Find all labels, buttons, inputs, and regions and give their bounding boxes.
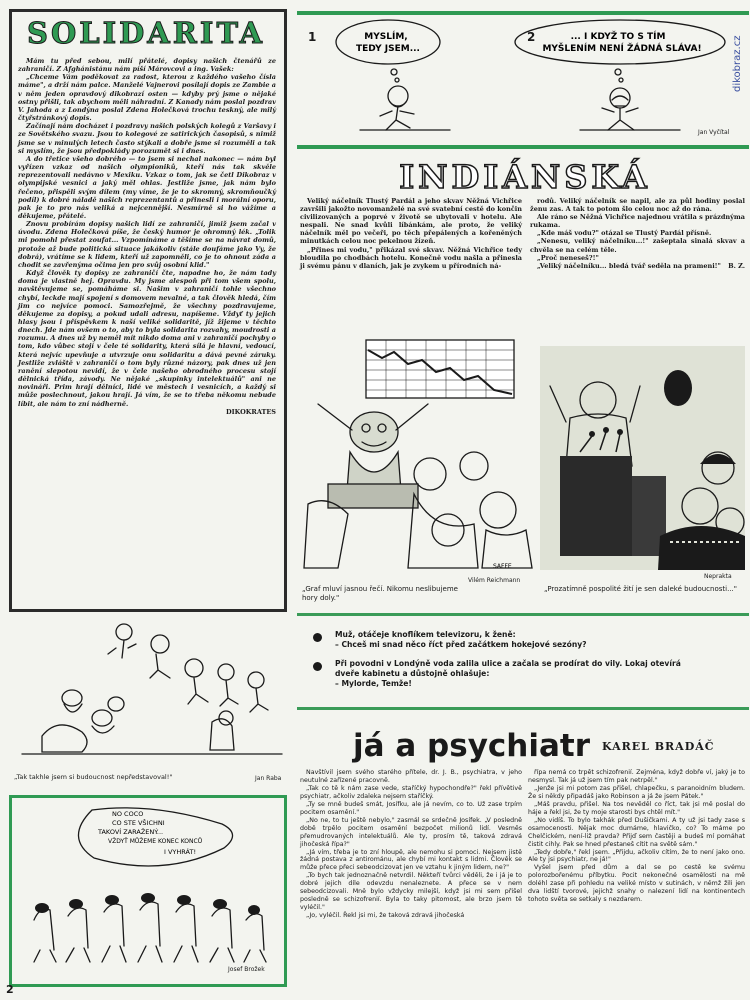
indianska-paragraph: „Přines mi vodu," přikázal své skvav. Něžná Vichřice tedy bloudila po chodbách hotelu. Konečně vodu našla a přinesla ji svému pánu v dlaních, jak je zvykem u přírodních ná- [300, 245, 522, 270]
psychiatr-col-1 [300, 769, 522, 920]
cartoon-bottom-artist: Josef Brožek [228, 966, 265, 973]
bubble-1-line-1: MYSLÍM, [364, 32, 408, 42]
bullet-dot [313, 662, 322, 671]
solidarita-paragraph: „Chceme Vám poděkovat za radost, kterou z každého vašeho čísla máme", a drží nám palce. Manželé Vajnerovi posílají dopis ze Zambie a v něm jeden opravdový dikobrazí osten — kdyby prý jsme o nějaké ostny přišli, tak abychom měli náhradní. Z Kanady nám poslal pozdrav V. Jahoda a z Londýna poslal Zdena Holečková trochu teskný, ale milý čtyřstránkový dopis. [18, 73, 276, 123]
psychiatr-paragraph: Navštívil jsem svého starého přítele, dr. J. B., psychiatra, v jeho neutulné zařízené pracovně. [300, 769, 522, 784]
indianska-paragraph: rodů. Veliký náčelník se napil, ale za půl hodiny poslal ženu zas. A tak to potom šlo celou noc až do rána. [530, 197, 745, 214]
indianska-paragraph: „Nenesu, veliký náčelníku...!" zašeptala sinalá skvav a chvěla se na celém těle. [530, 237, 745, 254]
bubble-bottom-line-3: TAKOVÍ ZARAŽENÝ... [98, 828, 164, 836]
psychiatr-paragraph: řípa nemá co trpět schizofrenií. Zejména, když dobře ví, jaký je to nesmysl. Tak já už jsem tím pak netrpěl." [528, 769, 745, 784]
cartoon-podium-drawing [540, 346, 745, 570]
cartoon-chart-drawing [298, 334, 538, 572]
comic-panel-2-number: 2 [527, 30, 536, 44]
indianska-paragraph: „Kde máš vodu?" otázal se Tlustý Pardál přísně. [537, 229, 712, 238]
comic-top-drawing [300, 16, 745, 138]
solidarita-paragraph: A do třetice všeho dobrého — to jsem si nechal nakonec — nám byl vyřízen vzkaz od našich olympioniků, kteří nás tak skvěle reprezentovali nedávno v Mexiku. Vzkaz o tom, jak se četl Dikobraz v olympijské vesnici a jaký měl ohlas. Jestliže jsme, jak nám bylo řečeno, přispěli svým dílem (my víme, že je to skromný, skromňoučký podíl) k dobré náladě našich reprezentantů a přinesli i morální oporu, pak je to pro nás veliká a nejcennější. Nesmírně si ho vážíme a děkujeme, přátelé. [18, 154, 276, 220]
svg-text:SAFFE: SAFFE [493, 563, 512, 570]
psychiatr-paragraph: „To bych tak jednoznačně netvrdil. Někteří tvůrci věděli, že i já je to dobré jejich díle odevzdu nenaleznete. A přece se v nem sebeodcizovali. Mně bylo vždycky milejší, když jsi mi sem přišel posledně se schizofrenií. Byla to taky pitomost, ale brzo jsem tě vyléčil." [300, 872, 522, 912]
bullet-dot [313, 633, 322, 642]
psychiatr-author: KAREL BRADÁČ [602, 740, 715, 753]
solidarita-article [18, 57, 276, 416]
bullet-line: dveře kabinetu a důstojně ohlašuje: [335, 669, 490, 678]
bullet-line: – Mylorde, Temže! [335, 679, 412, 688]
solidarita-paragraph: Znovu probírám dopisy našich lidí ze zahraničí, jimiž jsem začal v úvodu. Zdena Holečková píše, že český humor je ohromný lék. „Tolik mi pomohl přestat zoufat... Vzpomínáme a těšíme se na návrat domů, protože až bude politická situace jakákoliv (stále doufáme jako Vy, že dobrá), vrátíme se k lidem, kteří už zapomněli, co je to ohnout záda a chodit se zavřenýma očima jen pro svůj osobní klid." [18, 220, 276, 269]
psychiatr-paragraph: „Tak co tě k nám zase vede, staříčký hypochondře?" řekl přívětivě psychiatr, ačkoliv zdaleka nejsem staříčký. [300, 784, 522, 800]
indianska-paragraph: Veliký náčelník Tlustý Pardál a jeho skvav Něžná Vichřice završili jakožto novomanželé na své svatební cestě do končin civilizovaných a poprvé v životě se ubytovali v hotelu. Ale nespali. Ne snad kvůli líbánkám, ale proto, že veliký náčelník měl po večeři, po těch přepálených a kořeněných minutkách celou noc pekelnou žízeň. [300, 197, 522, 246]
bubble-bottom-line-5: I VYHRÁT! [164, 848, 197, 856]
cartoon-chart-artist: Vilém Reichmann [468, 577, 521, 584]
bullet-joke-1 [335, 630, 743, 650]
bullet-line: – Chceš mi snad něco říct před začátkem hokejové sezóny? [335, 640, 587, 649]
psychiatr-title: já a psychiatr [353, 728, 590, 764]
lectern [560, 456, 632, 556]
indianska-col-1 [300, 197, 522, 270]
psychiatr-paragraph: „Máš pravdu, přišel. Na tos nevěděl co říct, tak jsi mě poslal do háje a řekl jsi, že ty moje starosti bys chtěl mít." [528, 800, 745, 816]
bubble-1-line-2: TEDY JSEM... [356, 44, 420, 54]
solidarita-paragraph: Mám tu před sebou, milí přátelé, dopisy našich čtenářů ze zahraničí. Z Afghánistánu nám píší Márovcovi a ing. Vašek: [18, 57, 276, 74]
psychiatr-paragraph: „No vidíš. To bylo takhák před Dušičkami. A ty už jsi tady zase s osamocenosti. Nějak moc dumáme, hlavičko, co? To máme po Chelčickém, není-liž pravda? Přijď sem častěji a budeš mí pomáhat čistit cihly. Pak se hned přestaneš cítit na světě sám." [528, 816, 745, 848]
separator-rule [297, 707, 749, 710]
cartoon-future-caption: „Tak takhle jsem si budoucnost nepředstavoval!" [14, 773, 173, 781]
cartoon-chart-caption: „Graf mluví jasnou řečí. Nikomu neslibujeme hory doly." [302, 585, 458, 602]
comic-top-artist: Jan Vyčítal [698, 129, 730, 136]
bullet-joke-2 [335, 659, 745, 689]
separator-rule [297, 613, 749, 616]
indianska-signature: B. Z. [728, 261, 745, 270]
psychiatr-paragraph: „No ne, to tu ještě nebylo," zasmál se srdečně Josífek. „V posledně době trpělo pocitem osamění bezpočet milionů lidí. Vesměs přemudrovaných intelektuálů. Ale ty, prosím tě, taková zdravá jihočeská řípa?" [300, 816, 522, 848]
indianska-paragraph: Ale ráno se Něžná Vichřice najednou vrátila s prázdnýma rukama. [530, 213, 746, 230]
solidarita-signature: DIKOKRATES [225, 407, 276, 416]
bubble-bottom-line-1: NO COCO [112, 810, 144, 818]
cartoon-future-artist: Jan Raba [255, 775, 282, 782]
speech-bubble-1 [336, 20, 440, 64]
indianska-col-2 [530, 197, 745, 270]
speech-bubble-2 [515, 20, 725, 64]
psychiatr-col-2 [528, 769, 745, 904]
spotlight [664, 370, 692, 406]
solidarita-title: SOLIDARITA [27, 16, 265, 50]
bubble-bottom-line-2: CO STE VŠICHNI [112, 819, 165, 827]
psychiatr-paragraph: „Ty se mně budeš smát, Josífku, ale já nevím, co to. Už zase trpím pocitem osamění." [300, 800, 522, 816]
cartoon-podium-caption: „Prozatímně pospolité žití je sen daleké budoucnosti..." [544, 585, 737, 593]
psychiatr-paragraph: „Jo, vyléčil. Řekl jsi mi, že taková zdravá jihočeská [306, 912, 465, 920]
indianska-paragraph: „Proč neneseš?!" [537, 253, 599, 262]
cartoon-future-drawing [12, 618, 287, 766]
indianska-title: INDIÁNSKÁ [399, 158, 651, 196]
watermark: dikobraz.cz [732, 35, 743, 92]
cartoon-podium-artist: Neprakta [704, 573, 732, 580]
psychiatr-paragraph: Vyšel jsem před dům a dal se po cestě ke svému polorozbořenému příbytku. Pocit nekonečné osamělosti na mě doléhl zase při pohledu na veliké místo v sutinách, v němž žili jen dva lidští tvorové, jejichž snahy o nalezení lidí na kontinentech tohoto světa se setkaly s nezdarem. [528, 864, 745, 904]
comic-panel-1-number: 1 [308, 30, 317, 44]
bubble-2-line-2: MYŠLENÍM NENÍ ŽÁDNÁ SLÁVA! [542, 44, 702, 54]
solidarita-paragraph: Když člověk ty dopisy ze zahraničí čte, napadne ho, že nám tady doma je vlastně hej. Opravdu. My jsme alespoň při tom všem spolu, navštěvujeme se, pomáháme si. Našim v zahraničí tohle všechno chybí, leckde mají spojení s domovem nevalné, a tak člověk hledá, čím jim co nejvíce pomoci. Samozřejmě, že všechny pozdravujeme, děkujeme za dopisy, a pokud udali adresu, napíšeme. Vždyť ty jejich hlasy jsou i příspěvkem k naší veliké solidaritě, jíž žijeme v těchto dnech. Jde nám ovšem o to, aby to byla solidarita rozvahy, moudrosti a rozumu. A dnes už by neměl mít nikdo doma ani v zahraničí pochyby o tom, kdo vůbec stojí v čele té solidarity, která sílá je hlavní, vedoucí, která nejvíc upevňuje a utvrzuje onu solidaritu a dává pevné záruky. Jestliže zvláště v zahraničí o tom byly různé názory, pak dnes už jen ranění slepotou nevidí, že v čele našeho obrodného procesu stojí dělnická třída, závody. Ne nějaké „skupinky intelektuálů" ani ne novináři. Prim hrají dělníci, lidé ve městech i vesnicích, a každý si může poslechnout, jakou hrají. Já vím, že se to třeba někomu nebude líbit, ale nám to zní nádherně. [18, 269, 276, 408]
solidarita-paragraph: Začínají nám docházet i pozdravy našich polských kolegů z Varšavy i ze Sovětského svazu. Jsou to kolegové ze satirických časopisů, s nimiž jsme se v minulých letech často stýkali a dobře jsme si rozuměli a tak si myslím, že jsou předpoklády porozumět si i dnes. [18, 122, 276, 155]
indianska-paragraph: „Veliký náčelníku... bledá tvář seděla na prameni!" [537, 261, 721, 270]
page-number: 2 [6, 983, 14, 996]
bullet-line: Muž, otáčeje knoflíkem televizoru, k ženě: [335, 630, 516, 639]
psychiatr-paragraph: „Jenže jsi mi potom zas přišel, chlapečku, s paranoidním bludem. Že si někdy připadáš jako Robinson a já že jsem Pátek." [528, 784, 745, 800]
psychiatr-paragraph: „Já vím, třeba je to zní hloupě, ale nemohu si pomoci. Nejsem jistě žádná postava z antirománu, ale chybí mi kontakt s lidmi. Člověk se může přece přeci sebeodcizovat jen ve vztahu k jiným lidem, ne?" [300, 848, 522, 872]
bullet-line: Při povodni v Londýně voda zalila ulice a začala se prodírat do vily. Lokaj otevírá [335, 659, 681, 668]
bubble-bottom-line-4: VŽDYŤ MŮŽEME KONEC KONCŮ [108, 838, 203, 845]
bubble-2-line-1: ... I KDYŽ TO S TÍM [570, 32, 666, 42]
cartoon-bottom-drawing [14, 800, 278, 976]
psychiatr-paragraph: „Tedy dobře," řekl jsem. „Přijdu, ačkoliv cítím, že to není jako ono. Ale ty jsi psychiatr, ne já!" [528, 848, 745, 864]
